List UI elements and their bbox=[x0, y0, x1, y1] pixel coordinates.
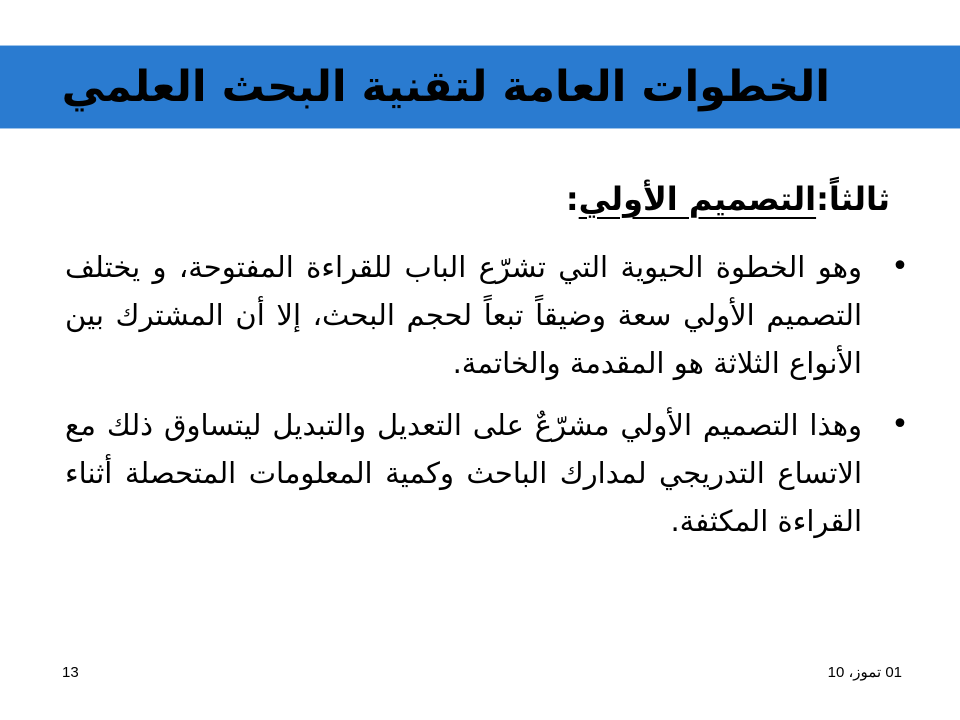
bullet-list bbox=[65, 243, 910, 559]
bullet-marker: • bbox=[891, 407, 909, 442]
slide-title: الخطوات العامة لتقنية البحث العلمي bbox=[61, 62, 830, 112]
heading-underlined: التصميم الأولي bbox=[578, 180, 817, 218]
bullet-item-2 bbox=[65, 401, 910, 545]
bullet-text: وهو الخطوة الحيوية التي تشرّع الباب للقراءة المفتوحة، و يختلف التصميم الأولي سعة وضيقاً تبعاً لحجم البحث، إلا أن المشترك بين الأنواع الثلاثة هو المقدمة والخاتمة. bbox=[65, 250, 862, 380]
heading-prefix: ثالثاً: bbox=[816, 180, 890, 218]
heading-suffix: : bbox=[565, 180, 579, 218]
bullet-marker: • bbox=[891, 249, 909, 284]
title-bar bbox=[0, 45, 960, 129]
section-heading bbox=[566, 175, 890, 223]
bullet-text: وهذا التصميم الأولي مشرّعٌ على التعديل والتبديل ليتساوق ذلك مع الاتساع التدريجي لمدارك الباحث وكمية المعلومات المتحصلة أثناء القراءة المكثفة. bbox=[65, 408, 862, 538]
bullet-item-1 bbox=[65, 243, 910, 387]
page-number: 13 bbox=[62, 664, 79, 681]
footer-date: 01 تموز، 10 bbox=[827, 664, 902, 681]
